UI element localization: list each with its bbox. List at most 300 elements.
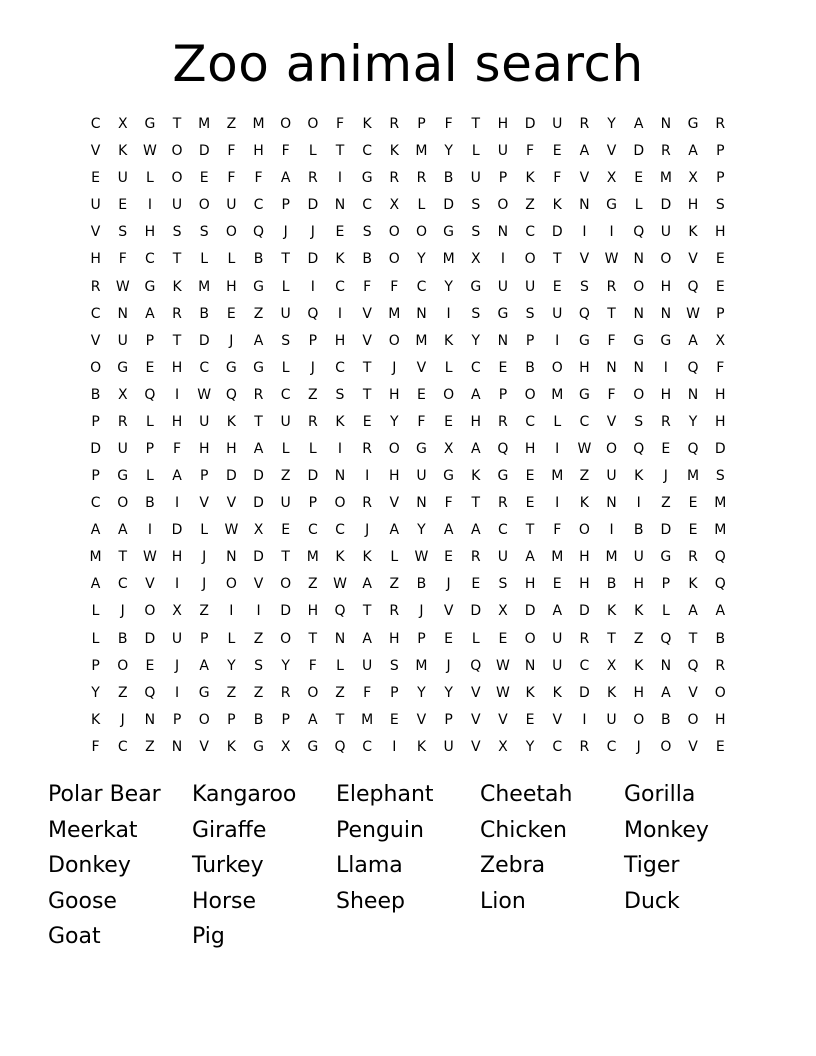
grid-letter[interactable]: D bbox=[633, 143, 645, 160]
grid-letter[interactable]: M bbox=[252, 116, 265, 133]
grid-letter[interactable]: D bbox=[470, 603, 482, 620]
grid-letter[interactable]: O bbox=[633, 278, 645, 295]
grid-letter[interactable]: S bbox=[715, 197, 725, 214]
grid-letter[interactable]: Y bbox=[417, 684, 426, 701]
grid-letter[interactable]: U bbox=[117, 170, 128, 187]
grid-letter[interactable]: W bbox=[496, 684, 510, 701]
grid-letter[interactable]: G bbox=[497, 468, 509, 485]
grid-letter[interactable]: D bbox=[280, 603, 292, 620]
grid-letter[interactable]: D bbox=[307, 468, 319, 485]
grid-letter[interactable]: M bbox=[714, 522, 727, 539]
grid-letter[interactable]: P bbox=[417, 116, 426, 133]
grid-letter[interactable]: I bbox=[256, 603, 261, 620]
grid-letter[interactable]: V bbox=[579, 170, 590, 187]
grid-letter[interactable]: D bbox=[551, 224, 563, 241]
grid-letter[interactable]: G bbox=[117, 468, 129, 485]
grid-letter[interactable]: X bbox=[498, 738, 508, 755]
grid-letter[interactable]: Z bbox=[579, 468, 590, 485]
grid-letter[interactable]: A bbox=[633, 116, 644, 133]
grid-letter[interactable]: V bbox=[606, 143, 617, 160]
grid-letter[interactable]: Q bbox=[497, 440, 509, 457]
grid-letter[interactable]: Z bbox=[226, 684, 237, 701]
grid-letter[interactable]: M bbox=[442, 251, 455, 268]
grid-letter[interactable]: E bbox=[444, 630, 454, 647]
grid-letter[interactable]: K bbox=[362, 116, 372, 133]
grid-letter[interactable]: T bbox=[362, 603, 372, 620]
grid-letter[interactable]: A bbox=[470, 522, 481, 539]
grid-letter[interactable]: J bbox=[202, 549, 207, 566]
grid-letter[interactable]: N bbox=[334, 468, 346, 485]
grid-letter[interactable]: X bbox=[606, 170, 617, 187]
grid-letter[interactable]: S bbox=[471, 224, 481, 241]
grid-letter[interactable]: V bbox=[498, 711, 508, 728]
grid-letter[interactable]: I bbox=[174, 495, 180, 512]
grid-letter[interactable]: G bbox=[578, 386, 590, 403]
grid-letter[interactable]: K bbox=[552, 197, 562, 214]
grid-letter[interactable]: C bbox=[606, 738, 617, 755]
grid-letter[interactable]: T bbox=[281, 251, 290, 268]
grid-letter[interactable]: L bbox=[390, 549, 399, 566]
grid-letter[interactable]: C bbox=[280, 386, 291, 403]
grid-letter[interactable]: Z bbox=[389, 576, 400, 593]
grid-letter[interactable]: H bbox=[715, 413, 726, 430]
grid-letter[interactable]: Q bbox=[687, 440, 699, 457]
grid-letter[interactable]: H bbox=[715, 386, 726, 403]
grid-letter[interactable]: A bbox=[117, 522, 128, 539]
grid-letter[interactable]: S bbox=[471, 197, 481, 214]
grid-letter[interactable]: K bbox=[226, 413, 236, 430]
grid-letter[interactable]: B bbox=[525, 359, 535, 376]
grid-letter[interactable]: U bbox=[552, 657, 563, 674]
grid-letter[interactable]: P bbox=[281, 197, 290, 214]
grid-letter[interactable]: Q bbox=[334, 738, 346, 755]
grid-letter[interactable]: E bbox=[552, 143, 562, 160]
grid-letter[interactable]: K bbox=[634, 657, 644, 674]
grid-letter[interactable]: U bbox=[660, 224, 671, 241]
grid-letter[interactable]: K bbox=[525, 170, 535, 187]
grid-letter[interactable]: N bbox=[633, 305, 644, 322]
grid-letter[interactable]: A bbox=[443, 522, 454, 539]
grid-letter[interactable]: G bbox=[416, 440, 427, 457]
grid-letter[interactable]: L bbox=[145, 413, 154, 430]
grid-letter[interactable]: A bbox=[362, 576, 372, 593]
grid-letter[interactable]: O bbox=[198, 197, 210, 214]
grid-letter[interactable]: X bbox=[498, 603, 508, 620]
grid-letter[interactable]: K bbox=[118, 143, 128, 160]
grid-letter[interactable]: R bbox=[307, 170, 318, 187]
grid-letter[interactable]: Z bbox=[253, 684, 264, 701]
grid-letter[interactable]: X bbox=[172, 603, 182, 620]
grid-letter[interactable]: H bbox=[715, 711, 726, 728]
grid-letter[interactable]: F bbox=[444, 116, 453, 133]
grid-letter[interactable]: H bbox=[633, 684, 644, 701]
grid-letter[interactable]: H bbox=[226, 440, 237, 457]
grid-letter[interactable]: K bbox=[416, 738, 427, 755]
grid-letter[interactable]: D bbox=[443, 197, 454, 214]
grid-letter[interactable]: Z bbox=[117, 684, 128, 701]
grid-letter[interactable]: C bbox=[362, 143, 373, 160]
grid-letter[interactable]: C bbox=[199, 359, 210, 376]
grid-letter[interactable]: I bbox=[636, 495, 641, 512]
grid-letter[interactable]: R bbox=[253, 386, 264, 403]
grid-letter[interactable]: I bbox=[147, 522, 152, 539]
grid-letter[interactable]: A bbox=[525, 549, 535, 566]
grid-letter[interactable]: V bbox=[226, 495, 237, 512]
grid-letter[interactable]: O bbox=[714, 684, 726, 701]
grid-letter[interactable]: O bbox=[90, 359, 102, 376]
grid-letter[interactable]: C bbox=[416, 278, 427, 295]
grid-letter[interactable]: S bbox=[254, 657, 263, 674]
grid-letter[interactable]: I bbox=[582, 224, 587, 241]
grid-letter[interactable]: M bbox=[551, 549, 564, 566]
grid-letter[interactable]: U bbox=[199, 413, 210, 430]
grid-letter[interactable]: S bbox=[362, 224, 372, 241]
grid-letter[interactable]: J bbox=[174, 657, 180, 674]
grid-letter[interactable]: E bbox=[118, 197, 128, 214]
grid-letter[interactable]: D bbox=[171, 522, 183, 539]
grid-letter[interactable]: I bbox=[609, 522, 614, 539]
grid-letter[interactable]: F bbox=[118, 251, 127, 268]
grid-letter[interactable]: V bbox=[443, 603, 454, 620]
grid-letter[interactable]: E bbox=[661, 440, 671, 457]
grid-letter[interactable]: N bbox=[606, 495, 617, 512]
grid-letter[interactable]: V bbox=[253, 576, 264, 593]
grid-letter[interactable]: A bbox=[145, 305, 155, 322]
grid-letter[interactable]: I bbox=[555, 332, 560, 349]
grid-letter[interactable]: W bbox=[333, 576, 347, 593]
grid-letter[interactable]: G bbox=[633, 332, 645, 349]
grid-letter[interactable]: J bbox=[446, 576, 451, 593]
grid-letter[interactable]: C bbox=[335, 278, 345, 295]
grid-letter[interactable]: O bbox=[307, 116, 319, 133]
grid-letter[interactable]: O bbox=[388, 224, 400, 241]
grid-letter[interactable]: R bbox=[660, 143, 671, 160]
grid-letter[interactable]: E bbox=[552, 576, 562, 593]
grid-letter[interactable]: G bbox=[443, 224, 455, 241]
grid-letter[interactable]: W bbox=[686, 305, 700, 322]
grid-letter[interactable]: D bbox=[198, 143, 210, 160]
grid-letter[interactable]: X bbox=[280, 738, 291, 755]
grid-letter[interactable]: N bbox=[416, 495, 427, 512]
grid-letter[interactable]: D bbox=[579, 684, 590, 701]
grid-letter[interactable]: B bbox=[145, 495, 155, 512]
grid-letter[interactable]: Q bbox=[578, 305, 590, 322]
grid-letter[interactable]: L bbox=[200, 522, 209, 539]
grid-letter[interactable]: K bbox=[579, 495, 589, 512]
grid-letter[interactable]: L bbox=[227, 630, 236, 647]
grid-letter[interactable]: F bbox=[335, 116, 345, 133]
grid-letter[interactable]: V bbox=[145, 576, 155, 593]
grid-letter[interactable]: V bbox=[90, 143, 101, 160]
grid-letter[interactable]: K bbox=[389, 143, 399, 160]
grid-letter[interactable]: Y bbox=[390, 413, 399, 430]
grid-letter[interactable]: I bbox=[609, 224, 614, 241]
grid-letter[interactable]: O bbox=[388, 440, 400, 457]
grid-letter[interactable]: B bbox=[443, 170, 454, 187]
grid-letter[interactable]: T bbox=[254, 413, 263, 430]
grid-letter[interactable]: I bbox=[337, 305, 343, 322]
grid-letter[interactable]: V bbox=[688, 738, 698, 755]
grid-letter[interactable]: J bbox=[365, 522, 370, 539]
grid-letter[interactable]: K bbox=[471, 468, 481, 485]
grid-letter[interactable]: Z bbox=[661, 495, 671, 512]
grid-letter[interactable]: H bbox=[171, 549, 183, 566]
grid-letter[interactable]: K bbox=[606, 684, 617, 701]
grid-letter[interactable]: H bbox=[579, 359, 590, 376]
grid-letter[interactable]: Y bbox=[444, 143, 453, 160]
grid-letter[interactable]: T bbox=[335, 711, 345, 728]
grid-letter[interactable]: R bbox=[579, 738, 590, 755]
grid-letter[interactable]: K bbox=[634, 468, 644, 485]
grid-letter[interactable]: Y bbox=[91, 684, 100, 701]
grid-letter[interactable]: E bbox=[145, 359, 155, 376]
grid-letter[interactable]: A bbox=[362, 630, 372, 647]
grid-letter[interactable]: K bbox=[335, 549, 345, 566]
grid-letter[interactable]: A bbox=[552, 603, 563, 620]
grid-letter[interactable]: M bbox=[361, 711, 374, 728]
grid-letter[interactable]: Q bbox=[253, 224, 265, 241]
grid-letter[interactable]: P bbox=[498, 386, 508, 403]
grid-letter[interactable]: G bbox=[253, 359, 264, 376]
grid-letter[interactable]: M bbox=[551, 468, 564, 485]
grid-letter[interactable]: O bbox=[280, 576, 292, 593]
grid-letter[interactable]: E bbox=[335, 224, 345, 241]
grid-letter[interactable]: B bbox=[253, 251, 264, 268]
grid-letter[interactable]: O bbox=[198, 711, 210, 728]
grid-letter[interactable]: E bbox=[362, 413, 372, 430]
grid-letter[interactable]: X bbox=[253, 522, 264, 539]
grid-letter[interactable]: E bbox=[634, 170, 644, 187]
grid-letter[interactable]: Q bbox=[660, 630, 672, 647]
grid-letter[interactable]: E bbox=[417, 386, 426, 403]
grid-letter[interactable]: W bbox=[115, 278, 130, 295]
grid-letter[interactable]: G bbox=[253, 738, 264, 755]
grid-letter[interactable]: E bbox=[91, 170, 100, 187]
grid-letter[interactable]: O bbox=[633, 711, 645, 728]
grid-letter[interactable]: N bbox=[171, 738, 183, 755]
grid-letter[interactable]: Q bbox=[687, 359, 699, 376]
grid-letter[interactable]: Y bbox=[688, 413, 698, 430]
grid-letter[interactable]: T bbox=[335, 143, 345, 160]
grid-letter[interactable]: R bbox=[688, 549, 698, 566]
grid-letter[interactable]: I bbox=[392, 738, 397, 755]
grid-letter[interactable]: G bbox=[470, 278, 482, 295]
grid-letter[interactable]: J bbox=[120, 603, 125, 620]
grid-letter[interactable]: Z bbox=[308, 386, 318, 403]
grid-letter[interactable]: S bbox=[525, 305, 535, 322]
grid-letter[interactable]: H bbox=[715, 224, 726, 241]
grid-letter[interactable]: A bbox=[199, 657, 209, 674]
grid-letter[interactable]: A bbox=[688, 143, 698, 160]
grid-letter[interactable]: I bbox=[365, 468, 370, 485]
grid-letter[interactable]: U bbox=[606, 711, 617, 728]
grid-letter[interactable]: E bbox=[389, 711, 399, 728]
grid-letter[interactable]: J bbox=[636, 738, 641, 755]
grid-letter[interactable]: O bbox=[307, 684, 319, 701]
grid-letter[interactable]: H bbox=[90, 251, 101, 268]
grid-letter[interactable]: U bbox=[633, 549, 644, 566]
grid-letter[interactable]: C bbox=[117, 738, 128, 755]
grid-letter[interactable]: U bbox=[226, 197, 237, 214]
grid-letter[interactable]: P bbox=[281, 711, 290, 728]
grid-letter[interactable]: H bbox=[334, 332, 346, 349]
grid-letter[interactable]: X bbox=[443, 440, 454, 457]
grid-letter[interactable]: V bbox=[389, 495, 400, 512]
grid-letter[interactable]: O bbox=[578, 522, 590, 539]
grid-letter[interactable]: E bbox=[688, 522, 698, 539]
grid-letter[interactable]: D bbox=[144, 630, 156, 647]
grid-letter[interactable]: P bbox=[145, 332, 155, 349]
grid-letter[interactable]: Y bbox=[417, 522, 426, 539]
grid-letter[interactable]: K bbox=[172, 278, 182, 295]
grid-letter[interactable]: O bbox=[144, 603, 156, 620]
grid-letter[interactable]: Q bbox=[633, 224, 645, 241]
grid-letter[interactable]: P bbox=[498, 170, 508, 187]
grid-letter[interactable]: P bbox=[390, 684, 399, 701]
grid-letter[interactable]: R bbox=[280, 684, 291, 701]
grid-letter[interactable]: N bbox=[144, 711, 156, 728]
grid-letter[interactable]: U bbox=[606, 468, 617, 485]
grid-letter[interactable]: E bbox=[199, 170, 209, 187]
grid-letter[interactable]: E bbox=[498, 630, 508, 647]
grid-letter[interactable]: F bbox=[526, 143, 535, 160]
grid-letter[interactable]: A bbox=[172, 468, 182, 485]
grid-letter[interactable]: L bbox=[281, 440, 290, 457]
grid-letter[interactable]: J bbox=[310, 359, 315, 376]
grid-letter[interactable]: U bbox=[497, 278, 509, 295]
grid-letter[interactable]: P bbox=[308, 495, 318, 512]
grid-letter[interactable]: L bbox=[91, 603, 100, 620]
grid-letter[interactable]: O bbox=[687, 711, 699, 728]
grid-letter[interactable]: J bbox=[120, 711, 125, 728]
grid-letter[interactable]: K bbox=[552, 684, 562, 701]
grid-letter[interactable]: R bbox=[715, 116, 726, 133]
grid-letter[interactable]: H bbox=[144, 224, 156, 241]
grid-letter[interactable]: D bbox=[524, 116, 536, 133]
grid-letter[interactable]: D bbox=[307, 197, 319, 214]
grid-letter[interactable]: J bbox=[663, 468, 668, 485]
grid-letter[interactable]: V bbox=[90, 224, 101, 241]
grid-letter[interactable]: H bbox=[660, 278, 672, 295]
grid-letter[interactable]: R bbox=[389, 603, 400, 620]
grid-letter[interactable]: Z bbox=[145, 738, 155, 755]
grid-letter[interactable]: N bbox=[416, 305, 427, 322]
grid-letter[interactable]: A bbox=[253, 440, 264, 457]
grid-letter[interactable]: I bbox=[337, 440, 343, 457]
grid-letter[interactable]: F bbox=[91, 738, 100, 755]
grid-letter[interactable]: U bbox=[90, 197, 101, 214]
grid-letter[interactable]: I bbox=[337, 170, 343, 187]
grid-letter[interactable]: T bbox=[308, 630, 318, 647]
grid-letter[interactable]: R bbox=[660, 413, 671, 430]
grid-letter[interactable]: N bbox=[660, 305, 672, 322]
grid-letter[interactable]: O bbox=[280, 630, 292, 647]
grid-letter[interactable]: E bbox=[525, 468, 535, 485]
grid-letter[interactable]: U bbox=[416, 468, 427, 485]
grid-letter[interactable]: R bbox=[470, 549, 481, 566]
grid-letter[interactable]: Q bbox=[633, 440, 645, 457]
grid-letter[interactable]: F bbox=[254, 170, 263, 187]
grid-letter[interactable]: T bbox=[362, 386, 372, 403]
grid-letter[interactable]: I bbox=[229, 603, 234, 620]
grid-letter[interactable]: Q bbox=[714, 576, 726, 593]
grid-letter[interactable]: V bbox=[199, 495, 209, 512]
grid-letter[interactable]: B bbox=[416, 576, 427, 593]
grid-letter[interactable]: O bbox=[551, 359, 563, 376]
grid-letter[interactable]: O bbox=[117, 657, 129, 674]
grid-letter[interactable]: T bbox=[362, 359, 372, 376]
grid-letter[interactable]: A bbox=[90, 522, 101, 539]
grid-letter[interactable]: X bbox=[389, 197, 400, 214]
grid-letter[interactable]: E bbox=[715, 278, 725, 295]
grid-letter[interactable]: V bbox=[688, 684, 698, 701]
grid-letter[interactable]: C bbox=[579, 413, 590, 430]
grid-letter[interactable]: H bbox=[389, 386, 400, 403]
grid-letter[interactable]: D bbox=[225, 468, 237, 485]
grid-letter[interactable]: U bbox=[171, 630, 183, 647]
grid-letter[interactable]: X bbox=[606, 657, 617, 674]
grid-letter[interactable]: P bbox=[145, 440, 155, 457]
grid-letter[interactable]: U bbox=[470, 170, 481, 187]
grid-letter[interactable]: L bbox=[661, 603, 670, 620]
grid-letter[interactable]: T bbox=[552, 251, 562, 268]
grid-letter[interactable]: S bbox=[172, 224, 182, 241]
grid-letter[interactable]: F bbox=[607, 332, 616, 349]
grid-letter[interactable]: E bbox=[525, 711, 535, 728]
grid-letter[interactable]: U bbox=[524, 278, 536, 295]
grid-letter[interactable]: C bbox=[253, 197, 264, 214]
grid-letter[interactable]: B bbox=[633, 522, 644, 539]
grid-letter[interactable]: L bbox=[336, 657, 344, 674]
grid-letter[interactable]: D bbox=[660, 197, 672, 214]
grid-letter[interactable]: P bbox=[716, 305, 725, 322]
grid-letter[interactable]: H bbox=[389, 630, 400, 647]
grid-letter[interactable]: E bbox=[498, 359, 508, 376]
grid-letter[interactable]: A bbox=[715, 603, 726, 620]
grid-letter[interactable]: J bbox=[419, 603, 424, 620]
grid-letter[interactable]: F bbox=[227, 143, 236, 160]
grid-letter[interactable]: Q bbox=[470, 657, 482, 674]
grid-letter[interactable]: V bbox=[90, 332, 101, 349]
grid-letter[interactable]: M bbox=[415, 143, 428, 160]
grid-letter[interactable]: H bbox=[253, 143, 264, 160]
grid-letter[interactable]: F bbox=[417, 413, 426, 430]
grid-letter[interactable]: Q bbox=[334, 603, 346, 620]
grid-letter[interactable]: G bbox=[497, 305, 509, 322]
grid-letter[interactable]: U bbox=[280, 495, 291, 512]
grid-letter[interactable]: C bbox=[90, 495, 101, 512]
grid-letter[interactable]: Y bbox=[444, 684, 453, 701]
grid-letter[interactable]: R bbox=[606, 278, 617, 295]
grid-letter[interactable]: L bbox=[471, 630, 480, 647]
grid-letter[interactable]: R bbox=[498, 413, 508, 430]
grid-letter[interactable]: V bbox=[470, 684, 481, 701]
grid-letter[interactable]: L bbox=[634, 197, 643, 214]
grid-letter[interactable]: P bbox=[417, 630, 426, 647]
grid-letter[interactable]: K bbox=[606, 603, 617, 620]
grid-letter[interactable]: L bbox=[91, 630, 100, 647]
grid-letter[interactable]: N bbox=[497, 332, 509, 349]
grid-letter[interactable]: U bbox=[497, 549, 509, 566]
grid-letter[interactable]: O bbox=[388, 251, 400, 268]
grid-letter[interactable]: I bbox=[310, 278, 315, 295]
grid-letter[interactable]: R bbox=[498, 495, 508, 512]
grid-letter[interactable]: J bbox=[202, 576, 207, 593]
grid-letter[interactable]: E bbox=[525, 495, 535, 512]
grid-letter[interactable]: G bbox=[687, 116, 699, 133]
grid-letter[interactable]: S bbox=[389, 657, 399, 674]
grid-letter[interactable]: A bbox=[470, 386, 481, 403]
